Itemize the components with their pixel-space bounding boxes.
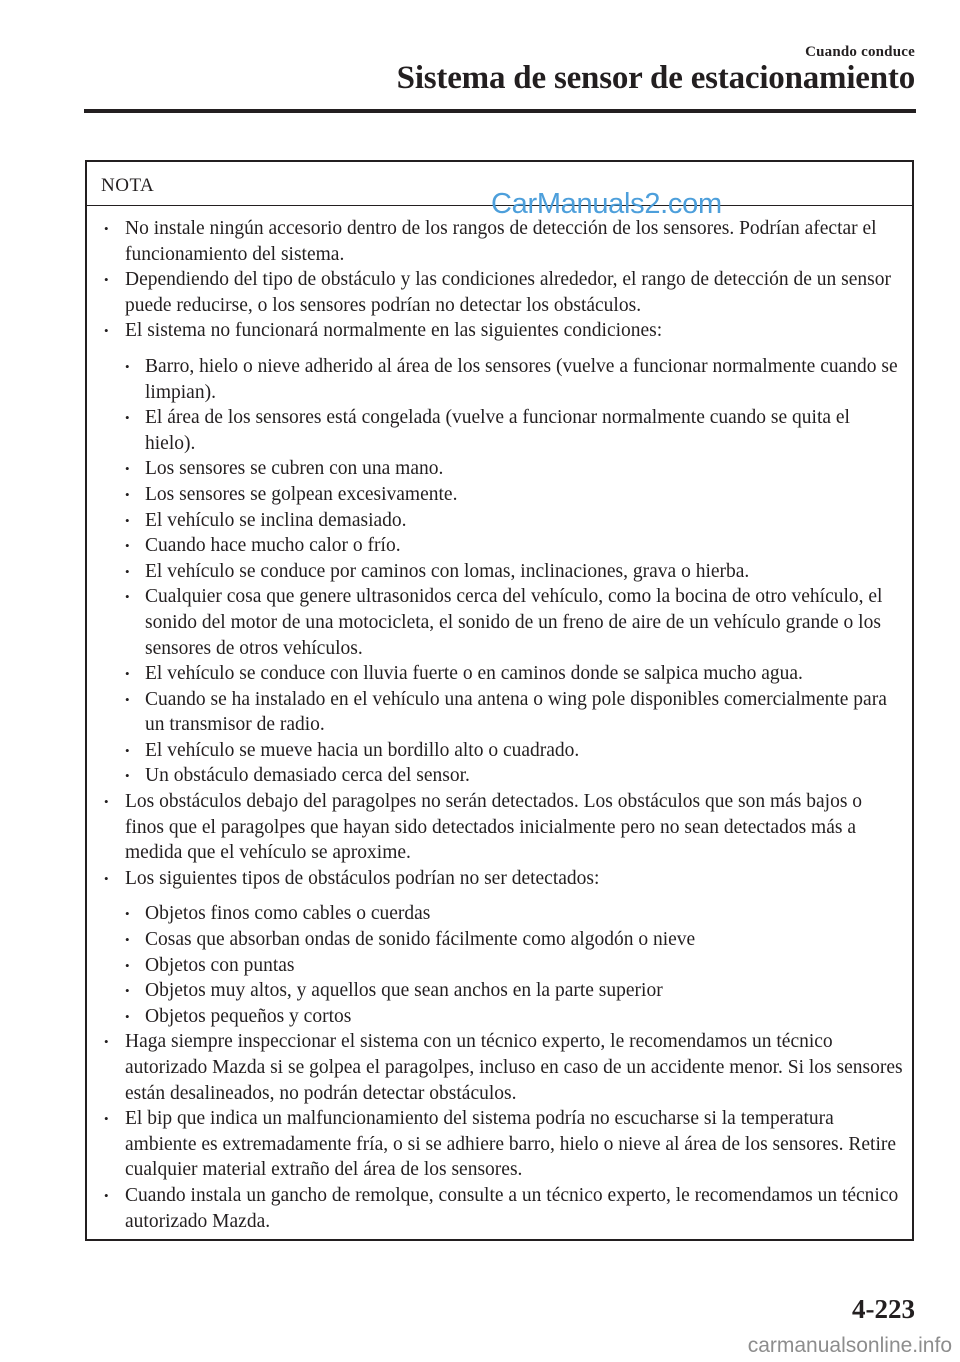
note-item-text: Dependiendo del tipo de obstáculo y las condiciones alrededor, el rango de detección de un sensor puede reducirse, o los sensores podrían no detectar los obstáculos. (125, 269, 891, 316)
note-item (87, 267, 904, 318)
note-subitem: • Un obstáculo demasiado cerca del sensor. (87, 763, 904, 789)
note-item-text: El sistema no funcionará normalmente en las siguientes condiciones: (125, 320, 663, 342)
note-subitem-group (87, 901, 904, 1029)
note-body (87, 206, 912, 1234)
note-item (87, 866, 904, 892)
note-subitem: • Objetos con puntas (87, 953, 904, 979)
note-item-text: No instale ningún accesorio dentro de los rangos de detección de los sensores. Podrían afectar el funcionamiento del sistema. (125, 218, 877, 265)
note-subitem: • Cuando se ha instalado en el vehículo una antena o wing pole disponibles comercialmente para un transmisor de radio. (87, 687, 904, 738)
note-item-text: Haga siempre inspeccionar el sistema con un técnico experto, le recomendamos un técnico autorizado Mazda si se golpea el paragolpes, incluso en caso de un accidente menor. Si los sensores están desalineados, no podrán detectar obstáculos. (125, 1031, 903, 1104)
note-subitem: • El vehículo se conduce por caminos con lomas, inclinaciones, grava o hierba. (87, 559, 904, 585)
page-title: Sistema de sensor de estacionamiento (396, 60, 915, 96)
note-box (85, 160, 914, 1241)
page-number: 4-223 (852, 1294, 915, 1324)
note-item (87, 1183, 904, 1234)
watermark: CarManuals2.com (491, 188, 722, 220)
note-item (87, 1029, 904, 1106)
note-subitem-group (87, 354, 904, 789)
note-item (87, 789, 904, 866)
note-subitem: • Objetos pequeños y cortos (87, 1004, 904, 1030)
note-item (87, 318, 904, 344)
note-subitem: • El vehículo se conduce con lluvia fuerte o en caminos donde se salpica mucho agua. (87, 661, 904, 687)
note-item (87, 1106, 904, 1183)
note-item (87, 216, 904, 267)
note-list (87, 216, 904, 1234)
header-divider (84, 109, 916, 113)
note-subitem: • Cualquier cosa que genere ultrasonidos cerca del vehículo, como la bocina de otro vehículo, el sonido del motor de una motocicleta, el sonido de un freno de aire de un vehículo grande o los sensores de otros vehículos. (87, 584, 904, 661)
note-subitem: • Los sensores se golpean excesivamente. (87, 482, 904, 508)
note-subitem: • Cosas que absorban ondas de sonido fácilmente como algodón o nieve (87, 927, 904, 953)
note-item-text: El bip que indica un malfuncionamiento del sistema podría no escucharse si la temperatura ambiente es extremadamente fría, o si se adhiere barro, hielo o nieve al área de los sensores. Retire cualquier material extraño del área de los sensores. (125, 1108, 897, 1181)
note-item-text: Cuando instala un gancho de remolque, consulte a un técnico experto, le recomendamos un técnico autorizado Mazda. (125, 1184, 899, 1232)
note-subitem: • Barro, hielo o nieve adherido al área de los sensores (vuelve a funcionar normalmente cuando se limpian). (87, 354, 904, 405)
note-subitem: • Objetos finos como cables o cuerdas (87, 901, 904, 927)
note-subitem: • El vehículo se inclina demasiado. (87, 508, 904, 534)
note-subitem: • El vehículo se mueve hacia un bordillo alto o cuadrado. (87, 738, 904, 764)
footer-site-watermark: carmanualsonline.info (747, 1334, 952, 1357)
note-subitem: • Cuando hace mucho calor o frío. (87, 533, 904, 559)
note-label: NOTA (87, 162, 912, 206)
note-item-text: Los siguientes tipos de obstáculos podrían no ser detectados: (125, 867, 600, 889)
note-subitem: • El área de los sensores está congelada (vuelve a funcionar normalmente cuando se quita el hielo). (87, 405, 904, 456)
section-label: Cuando conduce (805, 44, 915, 60)
note-subitem: • Los sensores se cubren con una mano. (87, 456, 904, 482)
note-item-text: Los obstáculos debajo del paragolpes no serán detectados. Los obstáculos que son más bajos o finos que el paragolpes que hayan sido detectados inicialmente pero no sean detectados más a medida que el vehículo se aproxime. (125, 791, 863, 864)
note-subitem: • Objetos muy altos, y aquellos que sean anchos en la parte superior (87, 978, 904, 1004)
